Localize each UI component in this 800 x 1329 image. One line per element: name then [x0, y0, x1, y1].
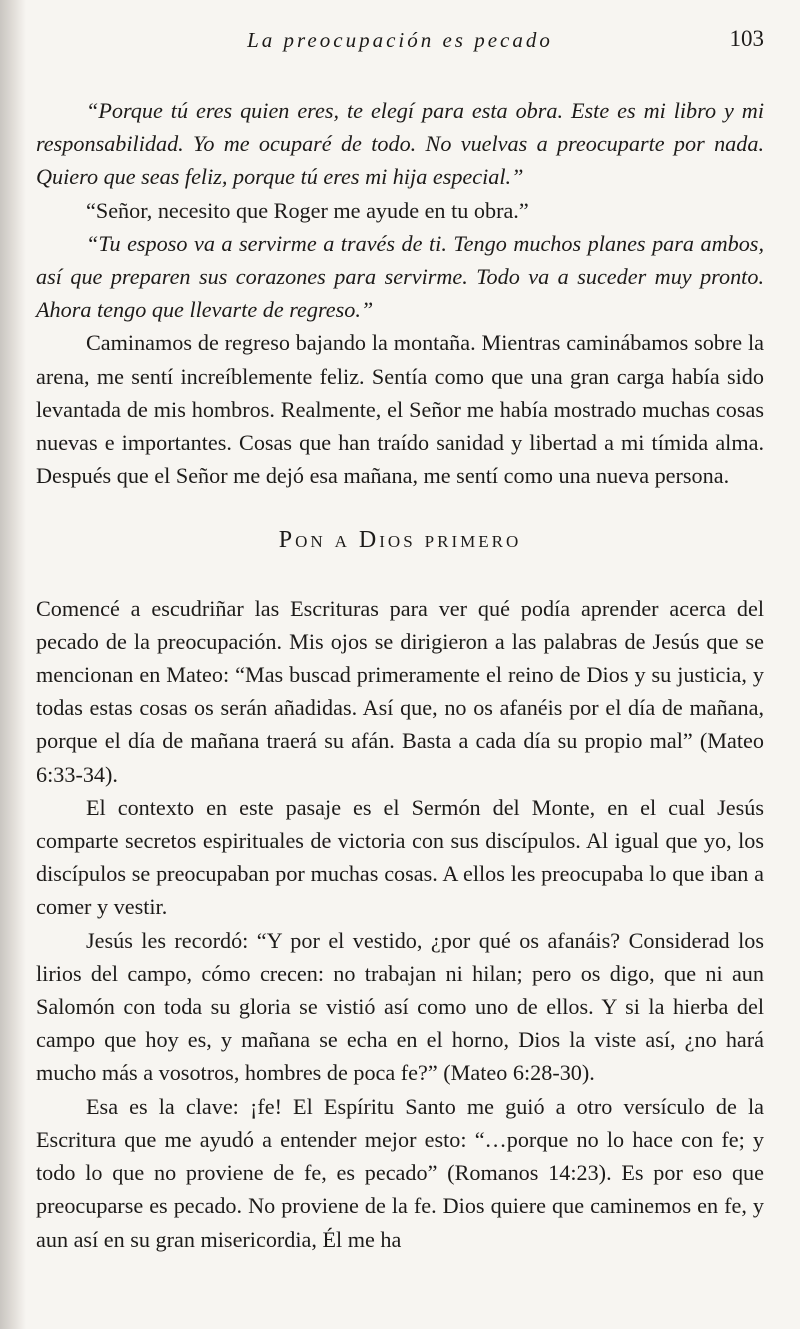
paragraph-section-1: Comencé a escudriñar las Escrituras para ver qué podía aprender acerca del pecado de la preocupación. Mis ojos se dirigieron a las palabras de Jesús que se mencionan en Mateo: “Mas buscad primeramente el reino de Dios y su justicia, y todas estas cosas os serán añadidas. Así que, no os afanéis por el día de mañana, porque el día de mañana traerá su afán. Basta a cada día su propio mal” (Mateo 6:33-34). — [36, 595, 764, 787]
paragraph-section-3: Jesús les recordó: “Y por el vestido, ¿por qué os afanáis? Considerad los lirios del campo, cómo crecen: no trabajan ni hilan; pero os digo, que ni aun Salomón con toda su gloria se vistió así como uno de ellos. Y si la hierba del campo que hoy es, y mañana se echa en el horno, Dios la viste así, ¿no hará mucho más a vosotros, hombres de poca fe?” (Mateo 6:28-30). — [36, 927, 764, 1086]
paragraph-section-4: Esa es la clave: ¡fe! El Espíritu Santo me guió a otro versículo de la Escritura que me ayudó a entender mejor esto: “…porque no lo hace con fe; y todo lo que no proviene de fe, es pecado” (Romanos 14:23). Es por eso que preocuparse es pecado. No proviene de la fe. Dios quiere que caminemos en fe, y aun así en su gran misericordia, Él me ha — [36, 1093, 764, 1252]
paragraph-quote-god-1: “Porque tú eres quien eres, te elegí para esta obra. Este es mi libro y mi responsabilidad. Yo me ocuparé de todo. No vuelvas a preocuparte por nada. Quiero que seas feliz, porque tú eres mi hija especial.” — [36, 98, 764, 190]
paragraph-section-2: El contexto en este pasaje es el Sermón del Monte, en el cual Jesús comparte secretos espirituales de victoria con sus discípulos. Al igual que yo, los discípulos se preocupaban por muchas cosas. A ellos les preocupaba lo que iban a comer y vestir. — [36, 794, 764, 920]
paragraph-narrative: Caminamos de regreso bajando la montaña. Mientras caminábamos sobre la arena, me sentí increíblemente feliz. Sentía como que una gran carga había sido levantada de mis hombros. Realmente, el Señor me había mostrado muchas cosas nuevas e importantes. Cosas que han traído sanidad y libertad a mi tímida alma. Después que el Señor me dejó esa mañana, me sentí como una nueva persona. — [36, 330, 764, 489]
paragraph-quote-author: “Señor, necesito que Roger me ayude en tu obra.” — [86, 197, 529, 223]
page-number: 103 — [729, 26, 764, 51]
page-header — [36, 24, 764, 64]
book-gutter-shadow — [0, 0, 26, 1329]
paragraph-quote-god-2: “Tu esposo va a servirme a través de ti. Tengo muchos planes para ambos, así que preparen sus corazones para servirme. Todo va a suceder muy pronto. Ahora tengo que llevarte de regreso.” — [36, 230, 764, 323]
section-heading: Pon a Dios primero — [278, 527, 522, 554]
page-body — [36, 94, 764, 1256]
running-title: La preocupación es pecado — [247, 28, 553, 52]
